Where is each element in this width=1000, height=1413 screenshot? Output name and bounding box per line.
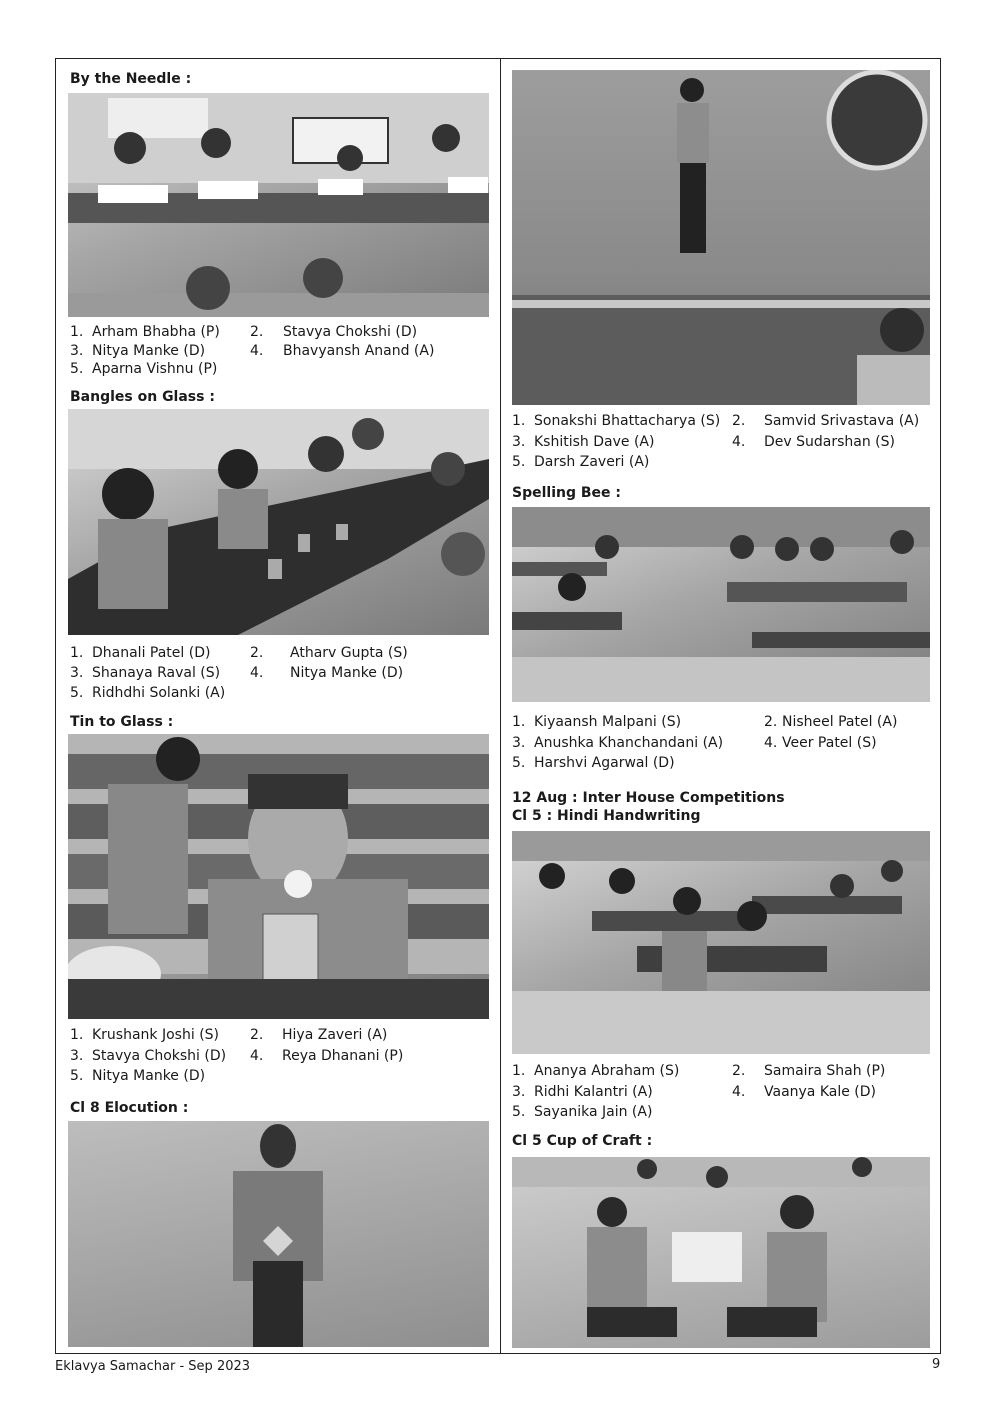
photo-spelling bbox=[512, 507, 930, 702]
handwriting-winner-2: 2. Samaira Shah (P) bbox=[732, 1063, 886, 1079]
tin-winner-5: 5. Nitya Manke (D) bbox=[70, 1068, 206, 1084]
needle-winner-5: 5. Aparna Vishnu (P) bbox=[70, 361, 218, 377]
bangles-winner-4: 4. Nitya Manke (D) bbox=[250, 665, 404, 681]
tin-winner-1: 1. Krushank Joshi (S) bbox=[70, 1027, 219, 1043]
tin-winner-3: 3. Stavya Chokshi (D) bbox=[70, 1048, 227, 1064]
elocution-winner-1: 1. Sonakshi Bhattacharya (S) bbox=[512, 413, 721, 429]
section-title-elocution: Cl 8 Elocution : bbox=[70, 1100, 189, 1116]
page-number: 9 bbox=[932, 1357, 941, 1372]
needle-winner-2: 2. Stavya Chokshi (D) bbox=[250, 324, 418, 340]
section-title-tin: Tin to Glass : bbox=[70, 714, 174, 730]
spelling-winner-3: 3. Anushka Khanchandani (A) bbox=[512, 735, 724, 751]
spelling-winner-1: 1. Kiyaansh Malpani (S) bbox=[512, 714, 682, 730]
photo-tin-art bbox=[68, 734, 489, 1019]
section-title-craft: Cl 5 Cup of Craft : bbox=[512, 1133, 653, 1149]
tin-winner-4: 4. Reya Dhanani (P) bbox=[250, 1048, 404, 1064]
elocution-winner-3: 3. Kshitish Dave (A) bbox=[512, 434, 655, 450]
section-title-interhouse: 12 Aug : Inter House Competitions bbox=[512, 790, 785, 806]
section-title-spelling: Spelling Bee : bbox=[512, 485, 621, 501]
photo-elocution-girl-art bbox=[68, 1121, 489, 1347]
section-subtitle-handwriting: Cl 5 : Hindi Handwriting bbox=[512, 808, 701, 824]
handwriting-winner-4: 4. Vaanya Kale (D) bbox=[732, 1084, 877, 1100]
handwriting-winner-1: 1. Ananya Abraham (S) bbox=[512, 1063, 680, 1079]
photo-needle bbox=[68, 93, 489, 317]
needle-winner-4: 4. Bhavyansh Anand (A) bbox=[250, 343, 435, 359]
bangles-winner-1: 1. Dhanali Patel (D) bbox=[70, 645, 211, 661]
photo-bangles bbox=[68, 409, 489, 635]
photo-elocution-boy bbox=[512, 70, 930, 405]
needle-winner-1: 1. Arham Bhabha (P) bbox=[70, 324, 220, 340]
column-divider bbox=[500, 58, 501, 1354]
photo-tin bbox=[68, 734, 489, 1019]
photo-elocution-boy-art bbox=[512, 70, 930, 405]
elocution-winner-5: 5. Darsh Zaveri (A) bbox=[512, 454, 650, 470]
spelling-winner-4: 4. Veer Patel (S) bbox=[764, 735, 877, 751]
bangles-winner-3: 3. Shanaya Raval (S) bbox=[70, 665, 221, 681]
needle-winner-3: 3. Nitya Manke (D) bbox=[70, 343, 206, 359]
elocution-winner-4: 4. Dev Sudarshan (S) bbox=[732, 434, 895, 450]
photo-handwriting-art bbox=[512, 831, 930, 1054]
section-title-needle: By the Needle : bbox=[70, 71, 192, 87]
photo-elocution-girl bbox=[68, 1121, 489, 1347]
photo-craft-art bbox=[512, 1157, 930, 1348]
bangles-winner-2: 2. Atharv Gupta (S) bbox=[250, 645, 408, 661]
publication-name: Eklavya Samachar - Sep 2023 bbox=[55, 1359, 251, 1374]
handwriting-winner-5: 5. Sayanika Jain (A) bbox=[512, 1104, 653, 1120]
bangles-winner-5: 5. Ridhdhi Solanki (A) bbox=[70, 685, 226, 701]
section-title-bangles: Bangles on Glass : bbox=[70, 389, 215, 405]
spelling-winner-2: 2. Nisheel Patel (A) bbox=[764, 714, 898, 730]
photo-spelling-art bbox=[512, 507, 930, 702]
spelling-winner-5: 5. Harshvi Agarwal (D) bbox=[512, 755, 675, 771]
photo-needle-art bbox=[68, 93, 489, 317]
elocution-winner-2: 2. Samvid Srivastava (A) bbox=[732, 413, 920, 429]
photo-bangles-art bbox=[68, 409, 489, 635]
photo-handwriting bbox=[512, 831, 930, 1054]
photo-craft bbox=[512, 1157, 930, 1348]
tin-winner-2: 2. Hiya Zaveri (A) bbox=[250, 1027, 388, 1043]
handwriting-winner-3: 3. Ridhi Kalantri (A) bbox=[512, 1084, 653, 1100]
